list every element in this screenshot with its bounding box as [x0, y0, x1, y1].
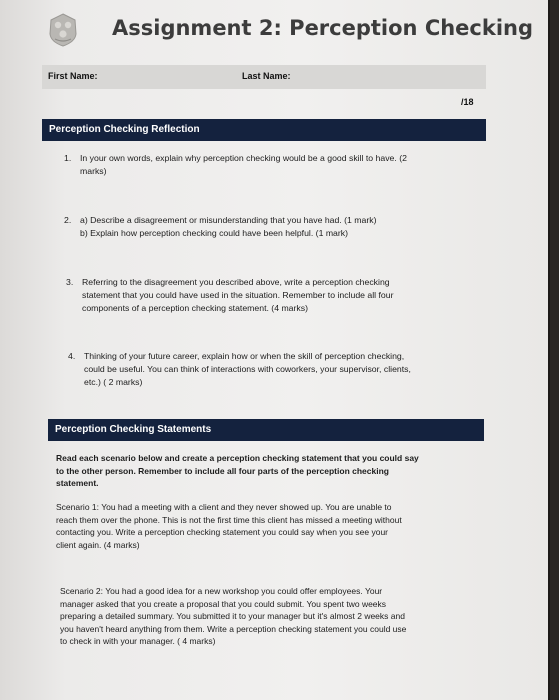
question-1: [64, 152, 484, 178]
scenario-line: preparing a detailed summary. You submitted it to your manager but it's almost 2 weeks and: [60, 611, 405, 621]
question-4: [68, 350, 488, 389]
question-number: 3.: [66, 277, 74, 287]
page-title: Assignment 2: Perception Checking: [112, 16, 534, 40]
question-number: 2.: [64, 215, 72, 225]
last-name-label: Last Name:: [242, 71, 291, 81]
scenario-line: you haven't heard anything from them. Write a perception checking statement you could use: [60, 623, 407, 634]
instruction-line: statement.: [56, 478, 99, 488]
question-part-a: a) Describe a disagreement or misunderstanding that you have had. (1 mark): [80, 215, 377, 225]
question-text-line: Thinking of your future career, explain how or when the skill of perception checking,: [84, 351, 405, 361]
total-marks: /18: [461, 97, 474, 107]
scenario-2: [60, 585, 490, 648]
section-heading-text: Perception Checking Reflection: [49, 124, 200, 135]
question-text-line: marks): [80, 166, 107, 176]
instruction-line: to the other person. Remember to include all four parts of the perception checking: [56, 465, 389, 476]
question-3: [66, 276, 486, 315]
scenario-line: Scenario 2: You had a good idea for a new workshop you could offer employees. Your: [60, 586, 383, 596]
section-heading-reflection: [42, 119, 486, 141]
question-text-line: components of a perception checking statement. (4 marks): [82, 303, 308, 313]
name-fields-bar: [42, 65, 486, 89]
scenario-line: to check in with your manager. ( 4 marks): [60, 636, 216, 646]
instruction-line: Read each scenario below and create a perception checking statement that you could say: [56, 453, 419, 463]
section-heading-text: Perception Checking Statements: [55, 424, 212, 435]
scenario-line: contacting you. Write a perception checking statement you could say when you see your: [56, 527, 389, 537]
scenario-line: Scenario 1: You had a meeting with a client and they never showed up. You are unable to: [56, 502, 392, 512]
question-number: 1.: [64, 153, 72, 163]
question-text-line: In your own words, explain why perception checking would be a good skill to have. (2: [80, 153, 407, 163]
question-text-line: etc.) ( 2 marks): [84, 377, 143, 387]
question-2: [64, 214, 484, 240]
question-text-line: Referring to the disagreement you described above, write a perception checking: [82, 277, 390, 287]
question-text-line: statement that you could have used in the situation. Remember to include all four: [82, 290, 394, 300]
scenario-1: [56, 501, 486, 551]
scenario-line: reach them over the phone. This is not the first time this client has missed a meeting without: [56, 514, 402, 525]
section-heading-statements: [48, 419, 484, 441]
question-number: 4.: [68, 351, 76, 361]
scenario-line: client again. (4 marks): [56, 539, 140, 550]
college-logo: [47, 12, 79, 48]
question-text-line: could be useful. You can think of interactions with coworkers, your supervisor, clients,: [84, 364, 411, 374]
first-name-label: First Name:: [48, 71, 98, 81]
question-part-b: b) Explain how perception checking could have been helpful. (1 mark): [80, 228, 349, 238]
instructions: [56, 452, 486, 490]
scenario-line: manager asked that you create a proposal that you could submit. You spent two weeks: [60, 598, 387, 609]
